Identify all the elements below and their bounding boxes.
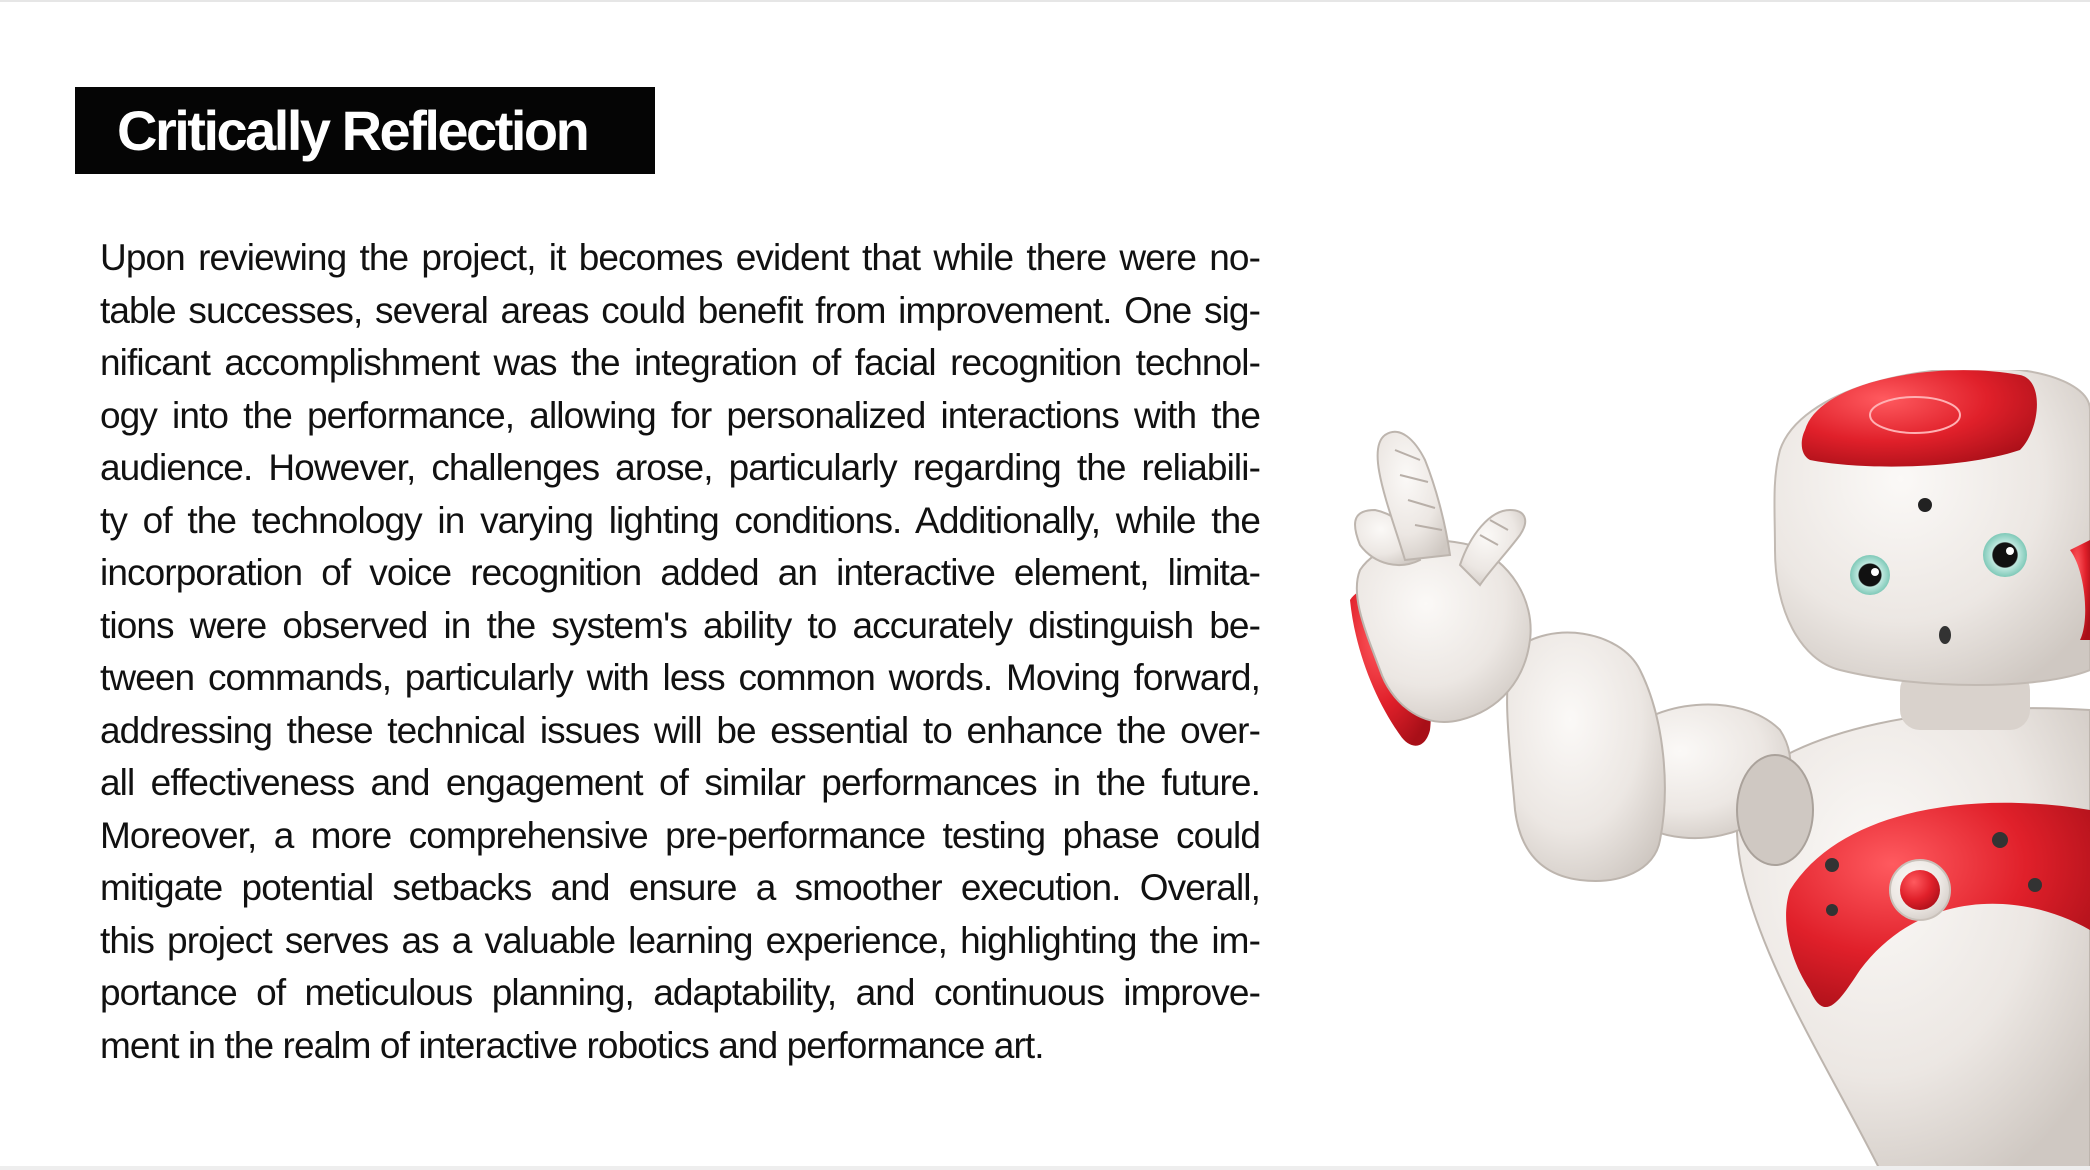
paragraph-line: audience. However, challenges arose, particularly regarding the reliabili- <box>100 447 1260 488</box>
paragraph-line: ty of the technology in varying lighting conditions. Additionally, while the <box>100 499 1260 541</box>
paragraph-line: portance of meticulous planning, adaptability, and continuous improve- <box>100 972 1260 1013</box>
bottom-divider <box>0 1166 2090 1170</box>
paragraph-line: nificant accomplishment was the integration of facial recognition technol- <box>100 342 1260 383</box>
top-divider <box>0 0 2090 2</box>
reflection-paragraph <box>100 232 1260 1072</box>
paragraph-line: mitigate potential setbacks and ensure a smoother execution. Overall, <box>100 867 1260 908</box>
paragraph-line: tions were observed in the system's ability to accurately distinguish be- <box>100 604 1260 646</box>
paragraph-line: incorporation of voice recognition added an interactive element, limita- <box>100 552 1260 593</box>
humanoid-robot-image <box>1320 370 2090 1170</box>
paragraph-line: tween commands, particularly with less common words. Moving forward, <box>100 657 1260 698</box>
slide-title: Critically Reflection <box>117 98 588 162</box>
paragraph-line: ment in the realm of interactive robotics and performance art. <box>100 1024 1044 1066</box>
title-banner <box>75 87 655 174</box>
paragraph-line: table successes, several areas could benefit from improvement. One sig- <box>100 289 1260 331</box>
paragraph-line: all effectiveness and engagement of similar performances in the future. <box>100 762 1260 803</box>
paragraph-line: this project serves as a valuable learning experience, highlighting the im- <box>100 919 1260 961</box>
paragraph-line: addressing these technical issues will be essential to enhance the over- <box>100 709 1260 751</box>
paragraph-line: ogy into the performance, allowing for personalized interactions with the <box>100 394 1260 436</box>
paragraph-line: Upon reviewing the project, it becomes evident that while there were no- <box>100 237 1260 278</box>
paragraph-line: Moreover, a more comprehensive pre-performance testing phase could <box>100 814 1260 856</box>
